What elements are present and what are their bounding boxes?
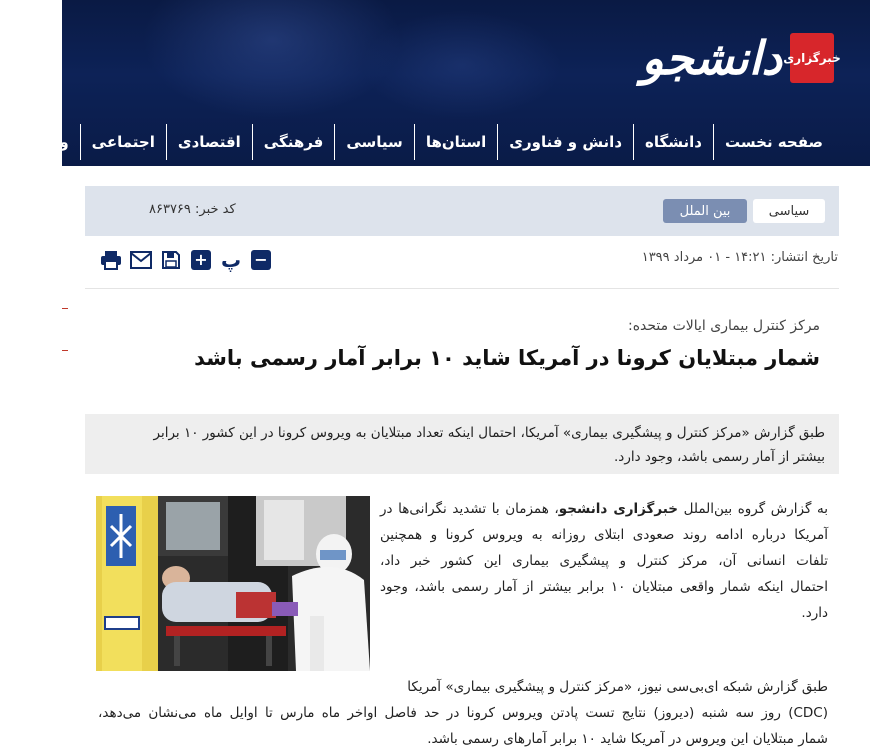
paragraph-line: آمریکا درباره ادامه روند صعودی ابتلای روزانه به ویروس کرونا و همچنین xyxy=(380,527,828,543)
font-increase-button[interactable] xyxy=(190,249,212,271)
lead-line: طبق گزارش «مرکز کنترل و پیشگیری بیماری» آمریکا، احتمال اینکه تعداد مبتلایان به ویروس کرونا در این کشور ۱۰ برابر xyxy=(153,425,825,441)
edge-mark xyxy=(62,350,68,351)
paragraph-text: به گزارش گروه بین‌الملل xyxy=(683,501,829,517)
article-paragraph xyxy=(98,674,828,752)
logo-badge: خبرگزاری xyxy=(790,33,834,83)
tag-politics[interactable]: سیاسی xyxy=(753,199,825,223)
edge-mark xyxy=(62,308,68,309)
paragraph-line: طبق گزارش شبکه ای‌بی‌سی نیوز، «مرکز کنترل و پیشگیری بیماری» آمریکا xyxy=(407,679,828,695)
nav-society[interactable]: اجتماعی xyxy=(80,124,166,160)
paragraph-line: تلفات انسانی آن، مرکز کنترل و پیشگیری بیماری این کشور خبر داد، xyxy=(380,553,828,569)
article-tools xyxy=(100,248,272,272)
nav-politics[interactable]: سیاسی xyxy=(334,124,413,160)
minus-icon: − xyxy=(251,250,271,270)
ambulance-patient-photo xyxy=(96,496,370,671)
paragraph-line: دارد. xyxy=(801,605,828,621)
mail-icon xyxy=(130,251,152,269)
article-title: شمار مبتلایان کرونا در آمریکا شاید ۱۰ برابر آمار رسمی باشد xyxy=(194,346,820,370)
site-logo[interactable] xyxy=(641,30,841,86)
nav-university[interactable]: دانشگاه xyxy=(633,124,713,160)
divider xyxy=(85,288,839,289)
plus-icon: + xyxy=(191,250,211,270)
header-glow xyxy=(362,10,562,120)
lead-line: بیشتر از آمار رسمی باشد، وجود دارد. xyxy=(614,449,825,465)
page-edge-marks xyxy=(62,186,68,386)
site-header xyxy=(12,0,870,166)
agency-name[interactable]: خبرگزاری دانشجو xyxy=(558,501,679,517)
print-button[interactable] xyxy=(100,249,122,271)
save-button[interactable] xyxy=(160,249,182,271)
font-decrease-button[interactable] xyxy=(250,249,272,271)
nav-sports[interactable]: ورزشی xyxy=(0,124,80,160)
article-lead xyxy=(85,414,839,474)
paragraph-line: (CDC) روز سه شنبه (دیروز) نتایج تست پادتن ویروس کرونا در حد فاصل اواخر ماه مارس تا اوایل ماه می‌نشان می‌دهد، xyxy=(98,705,828,721)
main-nav xyxy=(0,122,834,162)
paragraph-line: شمار مبتلایان این ویروس در آمریکا شاید ۱۰ برابر آمارهای رسمی باشد. xyxy=(427,731,828,747)
logo-text: دانشجو xyxy=(641,31,782,85)
news-code: کد خبر: ۸۶۳۷۶۹ xyxy=(149,202,236,217)
email-button[interactable] xyxy=(130,249,152,271)
paragraph-line xyxy=(380,496,828,522)
article-photo[interactable] xyxy=(96,496,370,671)
font-size-label: پ xyxy=(220,248,242,272)
paragraph-text: ، همزمان با تشدید نگرانی‌ها در xyxy=(380,501,559,517)
nav-culture[interactable]: فرهنگی xyxy=(252,124,335,160)
nav-provinces[interactable]: استان‌ها xyxy=(414,124,497,160)
print-icon xyxy=(100,250,122,270)
paragraph-line: احتمال اینکه شمار واقعی مبتلایان ۱۰ برابر بیشتر از آمار رسمی باشد، وجود xyxy=(380,579,828,595)
save-icon xyxy=(161,250,181,270)
article-paragraph xyxy=(380,496,828,626)
publish-date: تاریخ انتشار: ۱۴:۲۱ - ۰۱ مرداد ۱۳۹۹ xyxy=(641,250,838,265)
nav-home[interactable]: صفحه نخست xyxy=(713,124,834,160)
tag-international[interactable]: بین الملل xyxy=(663,199,747,223)
font-label xyxy=(220,249,242,271)
news-meta-bar xyxy=(85,186,839,236)
article-subtitle: مرکز کنترل بیماری ایالات متحده: xyxy=(627,318,820,334)
nav-economy[interactable]: اقتصادی xyxy=(166,124,252,160)
nav-science-tech[interactable]: دانش و فناوری xyxy=(497,124,633,160)
